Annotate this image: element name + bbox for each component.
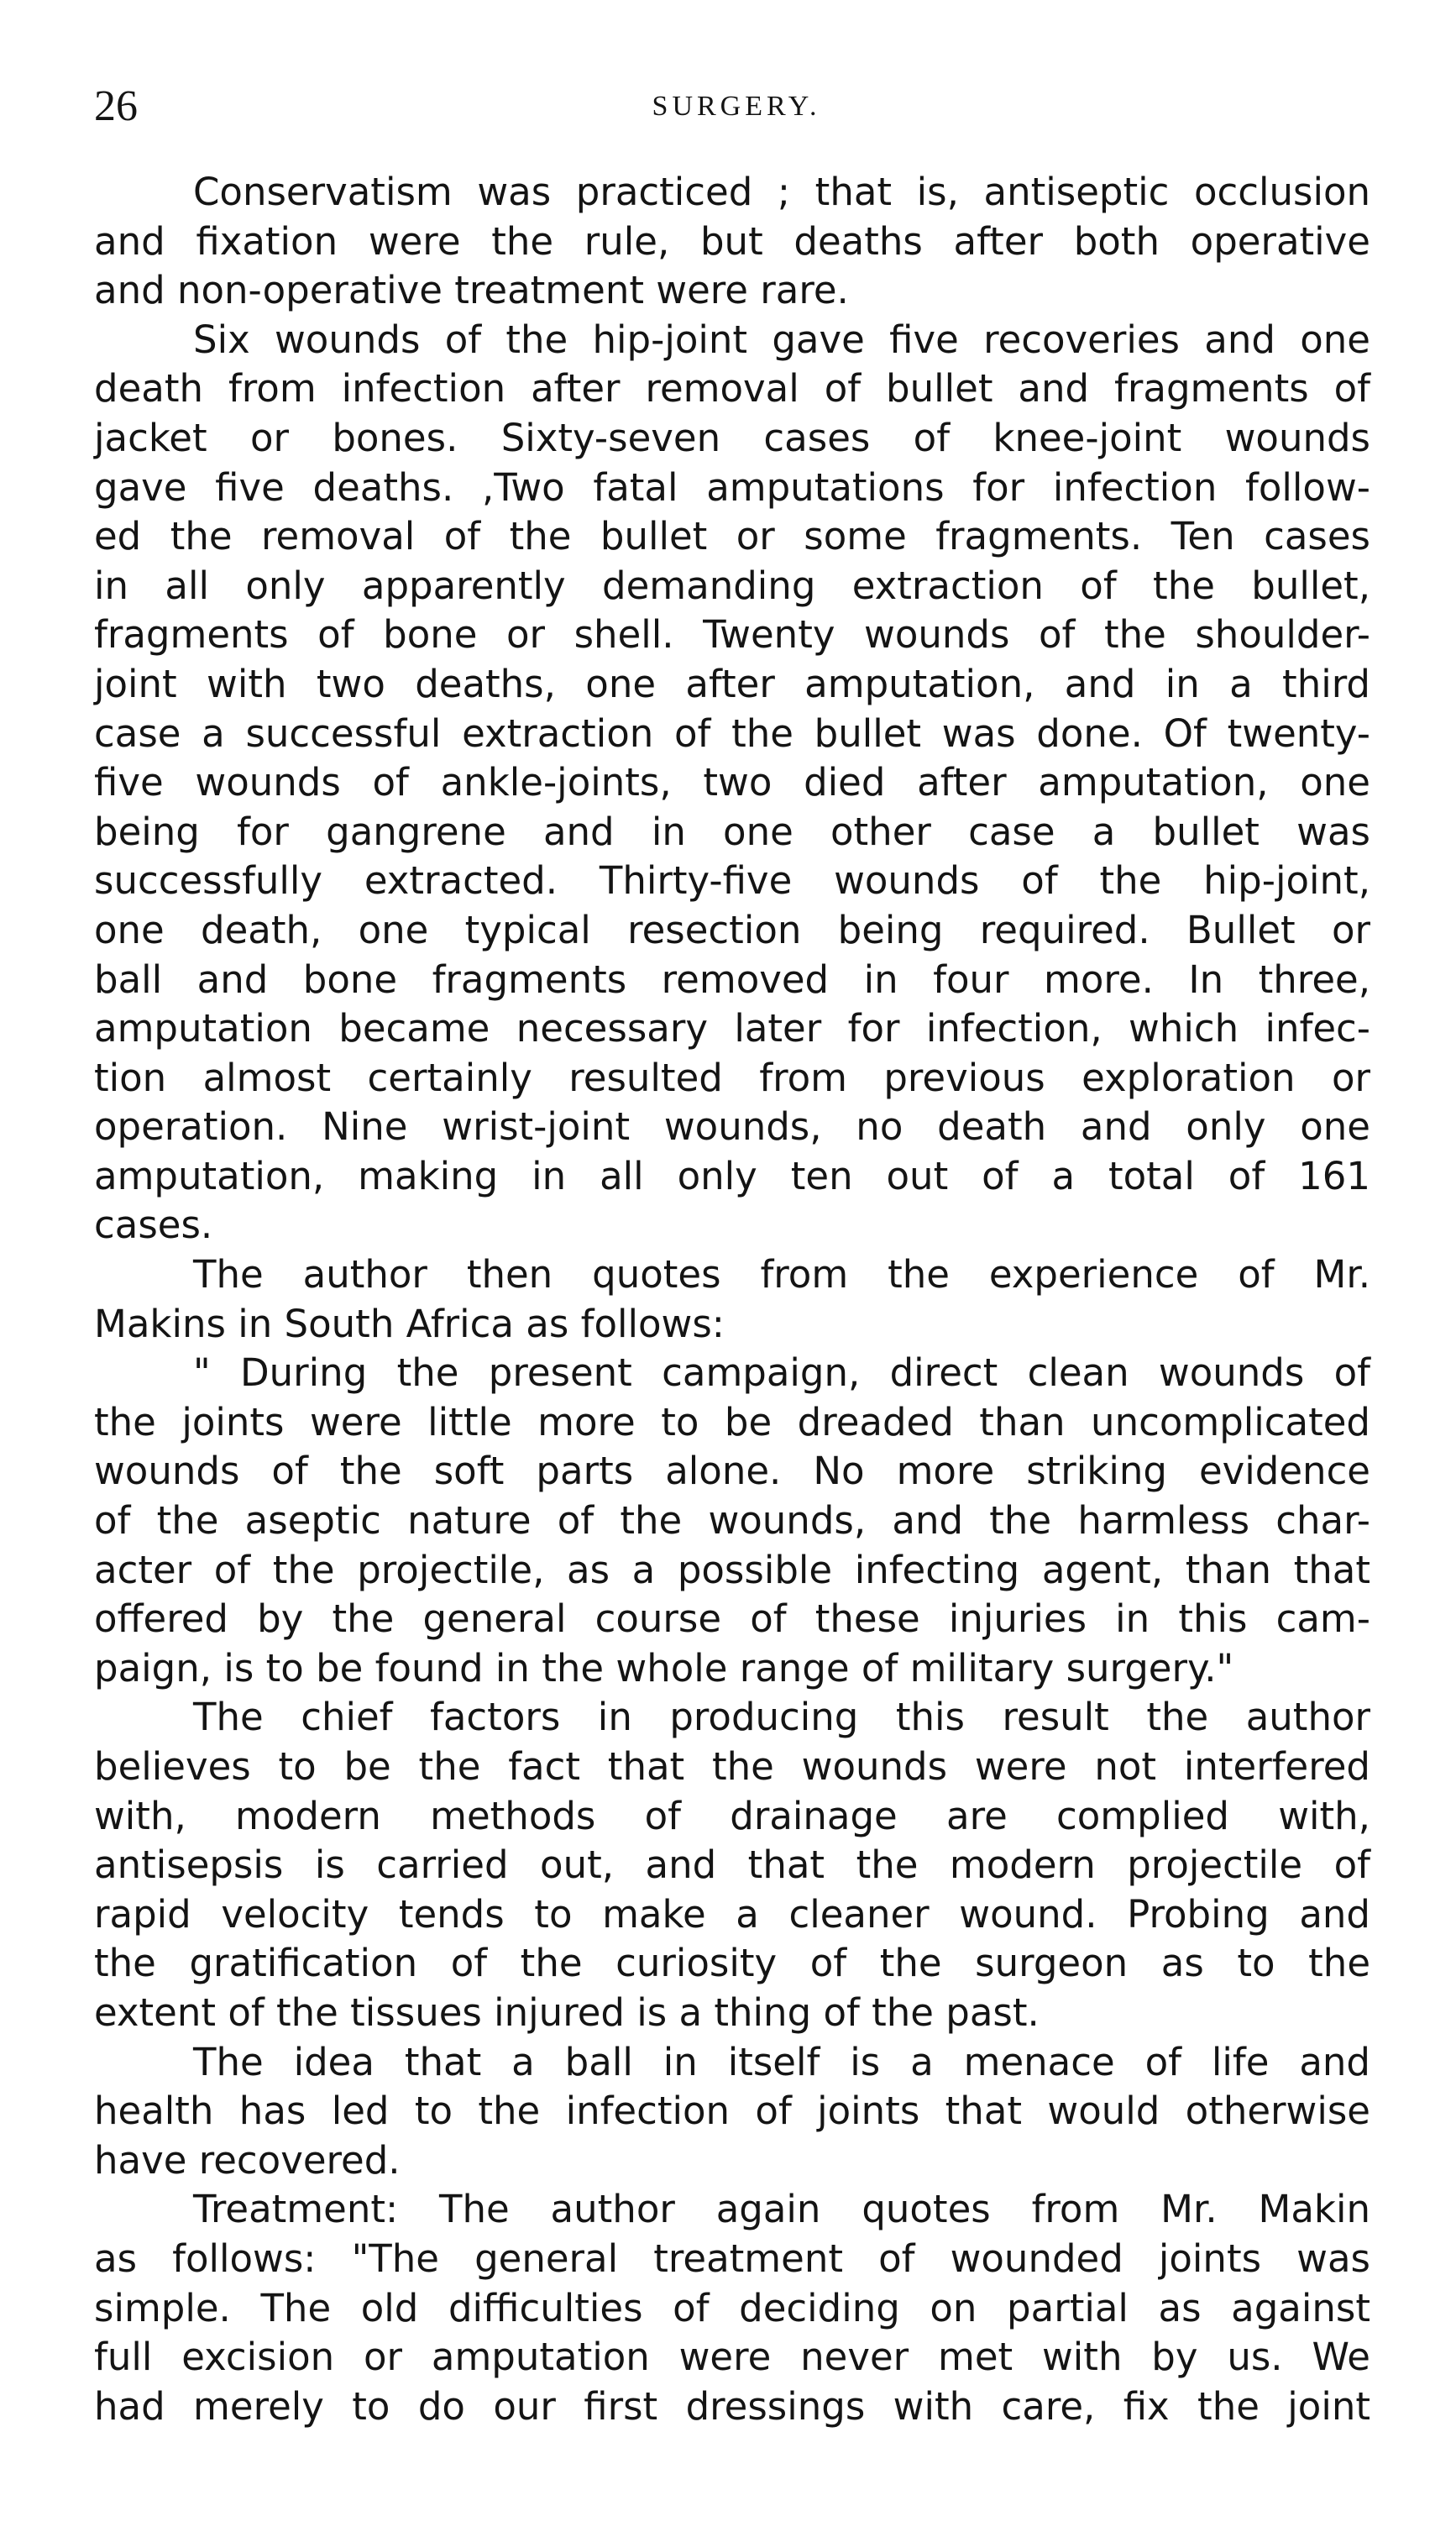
text-line: Makins in South Africa as follows:	[94, 1301, 725, 1346]
text-line: extent of the tissues injured is a thing of the past.	[94, 1989, 1040, 2035]
text-line: case a successful extraction of the bullet was done. Of twenty-	[94, 710, 1370, 756]
text-line: the gratification of the curiosity of the surgeon as to the	[94, 1941, 1370, 1986]
text-line: The idea that a ball in itself is a menace of life and	[193, 2039, 1370, 2084]
text-line: one death, one typical resection being required. Bullet or	[94, 907, 1370, 952]
text-line: The author then quotes from the experience of Mr.	[193, 1252, 1370, 1297]
running-head: SURGERY.	[652, 91, 821, 122]
text-line: rapid velocity tends to make a cleaner wound. Probing and	[94, 1891, 1370, 1937]
text-line: Treatment: The author again quotes from Mr. Makin	[193, 2187, 1370, 2232]
text-line: full excision or amputation were never met with by us. We	[94, 2335, 1370, 2380]
text-line: simple. The old difficulties of deciding on partial as against	[94, 2285, 1370, 2330]
text-line: five wounds of ankle-joints, two died after amputation, one	[94, 760, 1370, 805]
text-line: ed the removal of the bullet or some fragments. Ten cases	[94, 514, 1370, 559]
text-line: death from infection after removal of bullet and fragments of	[94, 366, 1370, 411]
text-line: in all only apparently demanding extraction of the bullet,	[94, 563, 1370, 608]
text-line: operation. Nine wrist-joint wounds, no death and only one	[94, 1104, 1370, 1150]
text-line: ball and bone fragments removed in four more. In three,	[94, 957, 1370, 1002]
text-line: and non-operative treatment were rare.	[94, 268, 849, 313]
body-text	[94, 168, 1370, 2431]
page-number: 26	[94, 82, 138, 130]
text-line: Conservatism was practiced ; that is, antiseptic occlusion	[193, 170, 1370, 214]
text-line: the joints were little more to be dreaded than uncomplicated	[94, 1399, 1370, 1444]
text-line: wounds of the soft parts alone. No more striking evidence	[94, 1449, 1370, 1494]
text-line: tion almost certainly resulted from previous exploration or	[94, 1055, 1370, 1100]
text-line: with, modern methods of drainage are complied with,	[94, 1793, 1370, 1838]
text-line: " During the present campaign, direct clean wounds of	[193, 1350, 1370, 1396]
text-line: joint with two deaths, one after amputation, and in a third	[94, 661, 1370, 706]
page-header	[94, 77, 1379, 136]
text-line: The chief factors in producing this result the author	[193, 1695, 1370, 1740]
text-line: acter of the projectile, as a possible infecting agent, than that	[94, 1547, 1370, 1592]
text-line: health has led to the infection of joints that would otherwise	[94, 2089, 1370, 2134]
text-line: had merely to do our first dressings with care, fix the joint	[94, 2383, 1370, 2429]
text-line: of the aseptic nature of the wounds, and the harmless char-	[94, 1498, 1370, 1544]
text-line: antisepsis is carried out, and that the modern projectile of	[94, 1842, 1370, 1888]
text-line: have recovered.	[94, 2137, 401, 2183]
text-line: Six wounds of the hip-joint gave five recoveries and one	[193, 317, 1370, 362]
text-line: successfully extracted. Thirty-five wounds of the hip-joint,	[94, 858, 1370, 904]
text-line: amputation became necessary later for infection, which infec-	[94, 1006, 1370, 1051]
text-line: jacket or bones. Sixty-seven cases of knee-joint wounds	[94, 415, 1370, 460]
text-line: paign, is to be found in the whole range of military surgery."	[94, 1645, 1234, 1690]
text-line: as follows: "The general treatment of wounded joints was	[94, 2236, 1370, 2281]
text-line: fragments of bone or shell. Twenty wounds of the shoulder-	[94, 612, 1370, 658]
text-line: gave five deaths. ,Two fatal amputations for infection follow-	[94, 464, 1370, 510]
text-line: and fixation were the rule, but deaths after both operative	[94, 218, 1370, 264]
text-line: amputation, making in all only ten out of a total of 161	[94, 1153, 1370, 1198]
text-line: believes to be the fact that the wounds were not interfered	[94, 1744, 1370, 1789]
text-line: being for gangrene and in one other case a bullet was	[94, 809, 1370, 854]
text-line: cases.	[94, 1203, 213, 1248]
text-line: offered by the general course of these injuries in this cam-	[94, 1596, 1370, 1642]
